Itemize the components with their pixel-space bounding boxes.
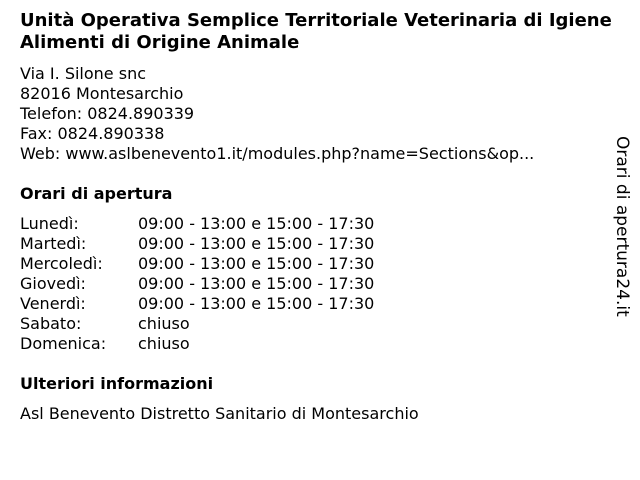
- time-value: chiuso: [138, 334, 190, 353]
- time-value: 09:00 - 13:00 e 15:00 - 17:30: [138, 294, 375, 313]
- day-label: Mercoledì:: [20, 254, 103, 273]
- postal-city: 82016 Montesarchio: [20, 84, 184, 103]
- additional-info-text: Asl Benevento Distretto Sanitario di Montesarchio: [20, 404, 419, 423]
- page-title: Unità Operativa Semplice Territoriale Veterinaria di Igiene Alimenti di Origine Animale: [20, 10, 612, 53]
- street-address: Via I. Silone snc: [20, 64, 146, 83]
- day-label: Giovedì:: [20, 274, 86, 293]
- day-label: Sabato:: [20, 314, 82, 333]
- address-block: [20, 64, 534, 164]
- day-label: Lunedì:: [20, 214, 79, 233]
- additional-info-heading: Ulteriori informazioni: [20, 374, 214, 393]
- fax-number: Fax: 0824.890338: [20, 124, 165, 143]
- website-link[interactable]: Web: www.aslbenevento1.it/modules.php?name=Sections&op...: [20, 144, 535, 163]
- time-value: 09:00 - 13:00 e 15:00 - 17:30: [138, 274, 375, 293]
- opening-hours-heading: Orari di apertura: [20, 184, 173, 203]
- time-value: 09:00 - 13:00 e 15:00 - 17:30: [138, 214, 375, 233]
- phone-number: Telefon: 0824.890339: [20, 104, 195, 123]
- time-value: 09:00 - 13:00 e 15:00 - 17:30: [138, 234, 375, 253]
- day-label: Venerdì:: [20, 294, 86, 313]
- site-watermark: Orari di apertura24.it: [612, 136, 632, 317]
- day-label: Domenica:: [20, 334, 107, 353]
- time-value: 09:00 - 13:00 e 15:00 - 17:30: [138, 254, 375, 273]
- day-label: Martedì:: [20, 234, 87, 253]
- time-value: chiuso: [138, 314, 190, 333]
